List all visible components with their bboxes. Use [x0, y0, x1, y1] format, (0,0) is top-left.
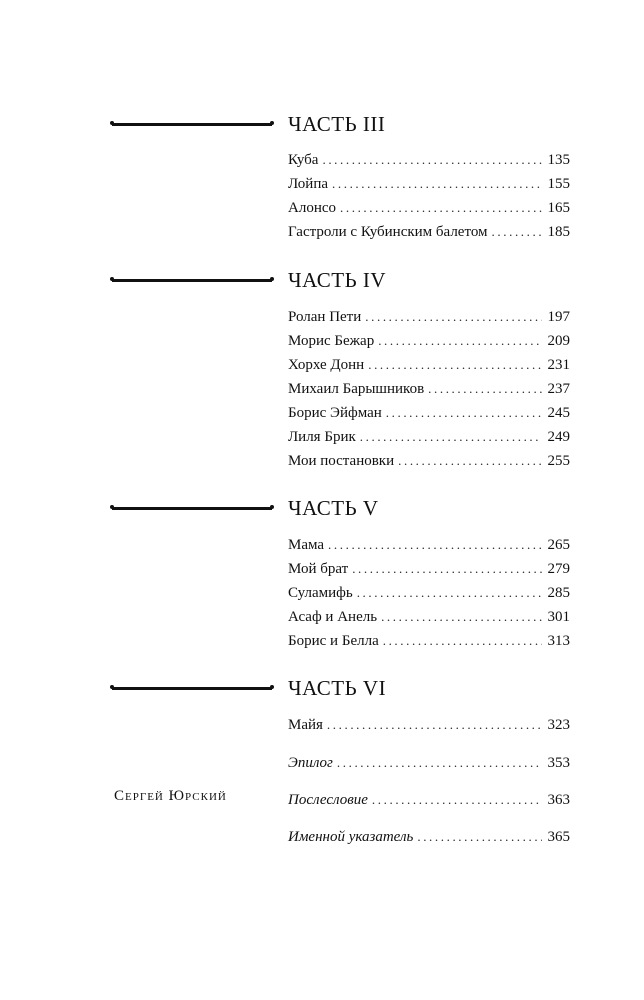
toc-entry-title: Ролан Пети [288, 309, 362, 325]
toc-entry[interactable] [288, 221, 570, 243]
part-header-5 [112, 493, 412, 523]
toc-entry-page: 313 [547, 633, 570, 649]
dot-leader [337, 752, 542, 774]
dot-leader [368, 354, 541, 376]
toc-entry[interactable] [288, 582, 570, 604]
dot-leader [428, 378, 541, 400]
toc-entry-title: Лиля Брик [288, 429, 356, 445]
toc-entry-page: 231 [547, 357, 570, 373]
toc-entry-title: Мой брат [288, 561, 349, 577]
toc-entry[interactable] [288, 197, 570, 219]
toc-entry-title: Послесловие [288, 792, 368, 808]
toc-entry-page: 135 [547, 152, 570, 168]
toc-entry[interactable] [288, 354, 570, 376]
toc-entry-title: Майя [288, 717, 323, 733]
toc-entry-page: 353 [547, 755, 570, 771]
toc-entry[interactable] [288, 402, 570, 424]
rule-dot-right [270, 685, 274, 689]
toc-entry-title: Асаф и Анель [288, 609, 378, 625]
toc-entry[interactable] [288, 714, 570, 736]
toc-entry-page: 279 [547, 561, 570, 577]
dot-leader [398, 450, 541, 472]
toc-entry-page: 209 [547, 333, 570, 349]
toc-entry-page: 265 [547, 537, 570, 553]
toc-entry-title: Лойпа [288, 176, 329, 192]
toc-entry-title: Мои постановки [288, 453, 395, 469]
toc-entry-title: Эпилог [288, 755, 333, 771]
toc-entry-title: Хорхе Донн [288, 357, 365, 373]
dot-leader [381, 606, 541, 628]
toc-entry-title: Борис и Белла [288, 633, 379, 649]
dot-leader [492, 221, 542, 243]
toc-entry[interactable] [288, 378, 570, 400]
dot-leader [327, 714, 542, 736]
toc-entry-page: 301 [547, 609, 570, 625]
part-rule [112, 687, 272, 690]
toc-entry-page: 155 [547, 176, 570, 192]
dot-leader [372, 789, 542, 811]
dot-leader [332, 173, 541, 195]
toc-entry[interactable] [288, 426, 570, 448]
toc-entry[interactable] [288, 558, 570, 580]
dot-leader [357, 582, 542, 604]
toc-entry-index[interactable] [288, 826, 570, 848]
dot-leader [386, 402, 542, 424]
part-rule [112, 279, 272, 282]
toc-entry-title: Гастроли с Кубинским балетом [288, 224, 488, 240]
toc-entry[interactable] [288, 534, 570, 556]
toc-entry[interactable] [288, 306, 570, 328]
dot-leader [322, 149, 541, 171]
toc-entry-epilogue[interactable] [288, 752, 570, 774]
part-title: ЧАСТЬ III [288, 112, 386, 136]
rule-dot-right [270, 277, 274, 281]
toc-entry-title: Мама [288, 537, 325, 553]
dot-leader [340, 197, 541, 219]
rule-dot-right [270, 505, 274, 509]
toc-entry-page: 323 [547, 717, 570, 733]
toc-entry-page: 255 [547, 453, 570, 469]
toc-entry-title: Алонсо [288, 200, 337, 216]
toc-entry-afterword[interactable] [288, 789, 570, 811]
toc-entry[interactable] [288, 606, 570, 628]
dot-leader [352, 558, 541, 580]
toc-entry[interactable] [288, 450, 570, 472]
part-title: ЧАСТЬ VI [288, 676, 387, 700]
part-title: ЧАСТЬ IV [288, 268, 387, 292]
toc-entry[interactable] [288, 173, 570, 195]
toc-entry-page: 363 [547, 792, 570, 808]
part-rule [112, 123, 272, 126]
dot-leader [378, 330, 541, 352]
dot-leader [417, 826, 541, 848]
dot-leader [328, 534, 541, 556]
toc-entry-page: 285 [547, 585, 570, 601]
toc-entry-page: 245 [547, 405, 570, 421]
dot-leader [365, 306, 541, 328]
toc-entry-page: 165 [547, 200, 570, 216]
toc-entry[interactable] [288, 330, 570, 352]
toc-entry-page: 249 [547, 429, 570, 445]
toc-entry-title: Борис Эйфман [288, 405, 382, 421]
toc-entry-page: 197 [547, 309, 570, 325]
part-rule [112, 507, 272, 510]
part-header-3 [112, 109, 412, 139]
dot-leader [360, 426, 542, 448]
dot-leader [383, 630, 542, 652]
toc-entry[interactable] [288, 630, 570, 652]
toc-entry[interactable] [288, 149, 570, 171]
toc-entry-title: Морис Бежар [288, 333, 375, 349]
toc-entry-page: 185 [547, 224, 570, 240]
toc-entry-title: Куба [288, 152, 319, 168]
toc-entry-page: 365 [547, 829, 570, 845]
part-header-4 [112, 265, 412, 295]
toc-entry-page: 237 [547, 381, 570, 397]
rule-dot-right [270, 121, 274, 125]
toc-entry-title: Михаил Барышников [288, 381, 425, 397]
part-header-6 [112, 673, 412, 703]
part-title: ЧАСТЬ V [288, 496, 379, 520]
toc-entry-title: Именной указатель [288, 829, 414, 845]
toc-entry-title: Суламифь [288, 585, 353, 601]
afterword-author: Сергей Юрский [114, 788, 227, 804]
